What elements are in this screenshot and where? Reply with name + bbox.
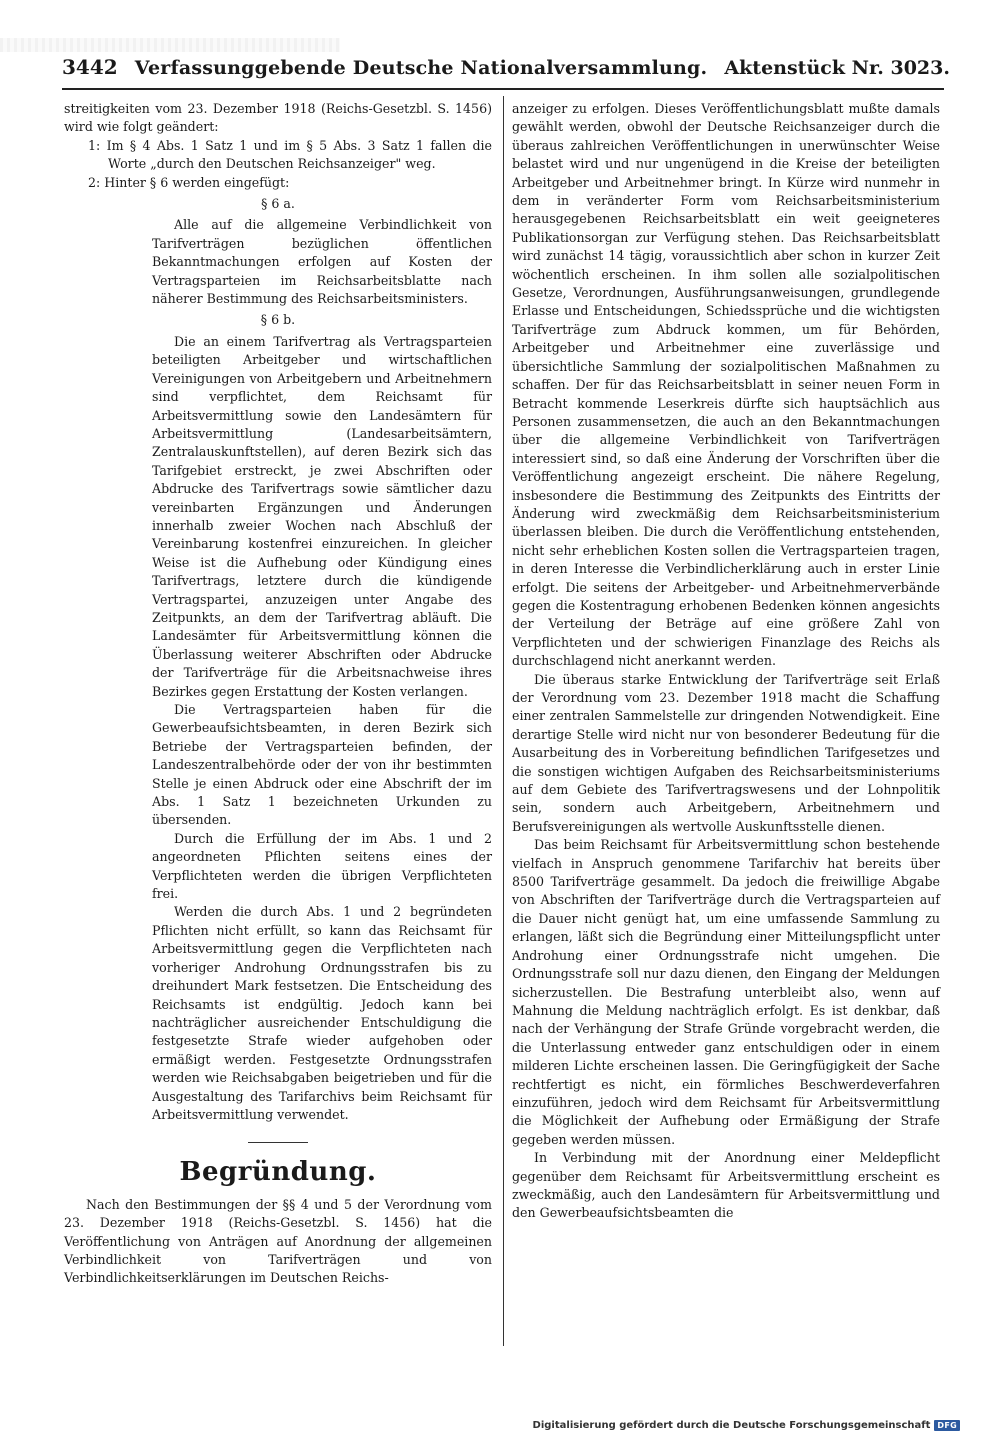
paragraph: Nach den Bestimmungen der §§ 4 und 5 der Verordnung vom 23. Dezember 1918 (Reichs-Gesetzbl. S. 1456) hat die Veröffentlichung von Anträgen auf Anordnung der allgemeinen Verbindlichkeit von Tarifverträgen und von Verbindlichkeitserklärungen im Deutschen Reichs- [64, 1196, 492, 1286]
amendment-item-1: 1: Im § 4 Abs. 1 Satz 1 und im § 5 Abs. 3 Satz 1 fallen die Worte „durch den Deutschen Reichsanzeiger" weg. [88, 137, 492, 172]
paragraph: Das beim Reichsamt für Arbeitsvermittlung schon bestehende vielfach in Anspruch genommene Tarifarchiv hat bereits über 8500 Tarifverträge gesammelt. Da jedoch die freiwillige Abgabe von Abschriften der Tarifverträge durch die Vertragsparteien auf die Dauer nicht genügt hat, um eine umfassende Sammlung zu erlangen, läßt sich die Begründung einer Mitteilungspflicht unter Androhung einer Ordnungsstrafe nicht umgehen. Die Ordnungsstrafe soll nur dazu dienen, den Eingang der Meldungen sicherzustellen. Die Bestrafung unterbleibt also, wenn auf Mahnung die Meldung nachträglich erfolgt. Es ist denkbar, daß nach der Verhängung der Strafe Gründe vorgebracht werden, die die Unterlassung entweder ganz entschuldigen oder in einem milderen Lichte erscheinen lassen. Die Geringfügigkeit der Sache rechtfertigt es nicht, ein förmliches Beschwerdeverfahren einzuführen, jedoch wird dem Reichsamt für Arbeitsvermittlung die Möglichkeit der Aufhebung oder Ermäßigung der Strafe gegeben werden müssen. [512, 837, 940, 1147]
document-reference: Aktenstück Nr. 3023. [724, 57, 950, 79]
paragraph: Die überaus starke Entwicklung der Tarifverträge seit Erlaß der Verordnung vom 23. Dezember 1918 macht die Schaffung einer zentralen Sammelstelle zur dringenden Notwendigkeit. Eine derartige Stelle wird nicht nur von besonderer Bedeutung für die Ausarbeitung des in Vorbereitung befindlichen Tarifgesetzes und die sonstigen wichtigen Aufgaben des Reichsarbeitsministeriums auf dem Gebiete des Tarifvertragswesens und der Lohnpolitik sein, sondern auch Arbeitgebern, Arbeitnehmern und Berufsvereinigungen als wertvolle Auskunftsstelle dienen. [512, 671, 940, 834]
section-6b-paragraph: Die an einem Tarifvertrag als Vertragsparteien beteiligten Arbeitgeber und wirtschaftlichen Vereinigungen von Arbeitgebern und Arbeitnehmern sind verpflichtet, dem Reichsamt für Arbeitsvermittlung sowie den Landesämtern für Arbeitsvermittlung (Landesarbeitsämtern, Zentralauskunftstellen), auf deren Bezirk sich das Tarifgebiet erstreckt, je zwei Abschriften oder Abdrucke des Tarifvertrags sowie sämtlicher dazu vereinbarten Ergänzungen und Änderungen innerhalb zweier Wochen nach Abschluß der Vereinbarung kostenfrei einzureichen. In gleicher Weise ist die Aufhebung oder Kündigung eines Tarifvertrags, letztere durch die kündigende Vertragspartei, anzuzeigen unter Angabe des Zeitpunkts, an dem der Tarifvertrag abläuft. Die Landesämter für Arbeitsvermittlung können die Überlassung weiterer Abschriften oder Abdrucke der Tarifverträge für die Arbeitsnachweise ihres Bezirkes gegen Erstattung der Kosten verlangen. [152, 333, 492, 699]
paragraph: anzeiger zu erfolgen. Dieses Veröffentlichungsblatt mußte damals gewählt werden, obwohl der Deutsche Reichsanzeiger durch die überaus zahlreichen Veröffentlichungen in unerwünschter Weise belastet wird und nur ungenügend in die Kreise der beteiligten Arbeitgeber und Arbeitnehmer bringt. In Kürze wird nunmehr in dem in veränderter Form vom Reichsarbeitsministerium herausgegebenen Reichsarbeitsblatt ein weit geeigneteres Publikationsorgan zur Verfügung stehen. Das Reichsarbeitsblatt wird zunächst 14 tägig, voraussichtlich aber schon in kurzer Zeit wöchentlich erscheinen. In ihm sollen alle sozialpolitischen Gesetze, Verordnungen, Ausführungsanweisungen, grundlegende Erlasse und Entscheidungen, Schiedssprüche und die wichtigsten Tarifverträge zum Abdruck kommen, um für Behörden, Arbeitgeber und Arbeitnehmer eine zuverlässige und übersichtliche Sammlung der sozialpolitischen Maßnahmen zu schaffen. Der für das Reichsarbeitsblatt in seiner neuen Form in Betracht kommende Leserkreis dürfte sich hauptsächlich aus Personen zusammensetzen, die auch an den Bekanntmachungen über die allgemeine Verbindlichkeit von Tarifverträgen interessiert sind, so daß eine Änderung der Vorschriften über die Veröffentlichung angezeigt erscheint. Die nähere Regelung, insbesondere die Bestimmung des Zeitpunkts des Eintritts der Änderung wird zweckmäßig dem Reichsarbeitsministerium überlassen bleiben. Die durch die Veröffentlichung entstehenden, nicht sehr erheblichen Kosten sollen die Vertragsparteien tragen, in deren Interesse die Verbindlicherklärung auch in erster Linie erfolgt. Die seitens der Arbeitgeber- und Arbeitnehmerverbände gegen die Kostentragung erhobenen Bedenken können angesichts der Verteilung der Beträge auf eine größere Zahl von Verpflichteten und der schwierigen Finanzlage des Reichs als durchschlagend nicht anerkannt werden. [512, 101, 940, 669]
page-number: 3442 [62, 55, 118, 79]
digitization-credit [533, 1417, 960, 1433]
section-divider [248, 1142, 308, 1143]
paragraph: streitigkeiten vom 23. Dezember 1918 (Reichs-Gesetzbl. S. 1456) wird wie folgt geändert: [64, 101, 492, 135]
section-6b-paragraph: Durch die Erfüllung der im Abs. 1 und 2 angeordneten Pflichten seitens eines der Verpflichteten werden die übrigen Verpflichteten frei. [152, 830, 492, 902]
left-column [64, 100, 492, 1288]
right-column [512, 100, 940, 1223]
section-6b-paragraph: Die Vertragsparteien haben für die Gewerbeaufsichtsbeamten, in deren Bezirk sich Betriebe der Vertragsparteien befinden, der Landeszentralbehörde oder der von ihr bestimmten Stelle je einen Abdruck oder eine Abschrift der im Abs. 1 Satz 1 bezeichneten Urkunden zu übersenden. [152, 702, 492, 828]
section-label-6a: § 6 a. [261, 196, 295, 212]
credit-text: Digitalisierung gefördert durch die Deutsche Forschungsgemeinschaft [532, 1419, 931, 1431]
section-heading: Begründung. [179, 1157, 377, 1188]
dfg-logo-icon: DFG [934, 1420, 960, 1431]
header-rule [62, 88, 944, 90]
running-title: Verfassunggebende Deutsche Nationalversammlung. [134, 57, 708, 79]
paragraph: In Verbindung mit der Anordnung einer Meldepflicht gegenüber dem Reichsamt für Arbeitsvermittlung erscheint es zweckmäßig, auch den Landesämtern für Arbeitsvermittlung und den Gewerbeaufsichtsbeamten die [512, 1150, 940, 1221]
scan-artifact [0, 38, 340, 52]
section-6a-text: Alle auf die allgemeine Verbindlichkeit von Tarifverträgen bezüglichen öffentlichen Bekanntmachungen erfolgen auf Kosten der Vertragsparteien im Reichsarbeitsblatte nach näherer Bestimmung des Reichsarbeitsministers. [152, 217, 492, 307]
column-divider [503, 96, 504, 1346]
page-header [62, 55, 950, 85]
amendment-item-2: 2: Hinter § 6 werden eingefügt: [88, 174, 290, 190]
section-6b-paragraph: Werden die durch Abs. 1 und 2 begründeten Pflichten nicht erfüllt, so kann das Reichsamt für Arbeitsvermittlung gegen die Verpflichteten nach vorheriger Androhung Ordnungsstrafen bis zu dreihundert Mark festsetzen. Die Entscheidung des Reichsamts ist endgültig. Jedoch kann bei nachträglicher ausreichender Entschuldigung die festgesetzte Strafe wieder aufgehoben oder ermäßigt werden. Festgesetzte Ordnungsstrafen werden wie Reichsabgaben beigetrieben und für die Ausgestaltung des Tarifarchivs beim Reichsamt für Arbeitsvermittlung verwendet. [152, 904, 492, 1122]
section-label-6b: § 6 b. [260, 312, 296, 328]
